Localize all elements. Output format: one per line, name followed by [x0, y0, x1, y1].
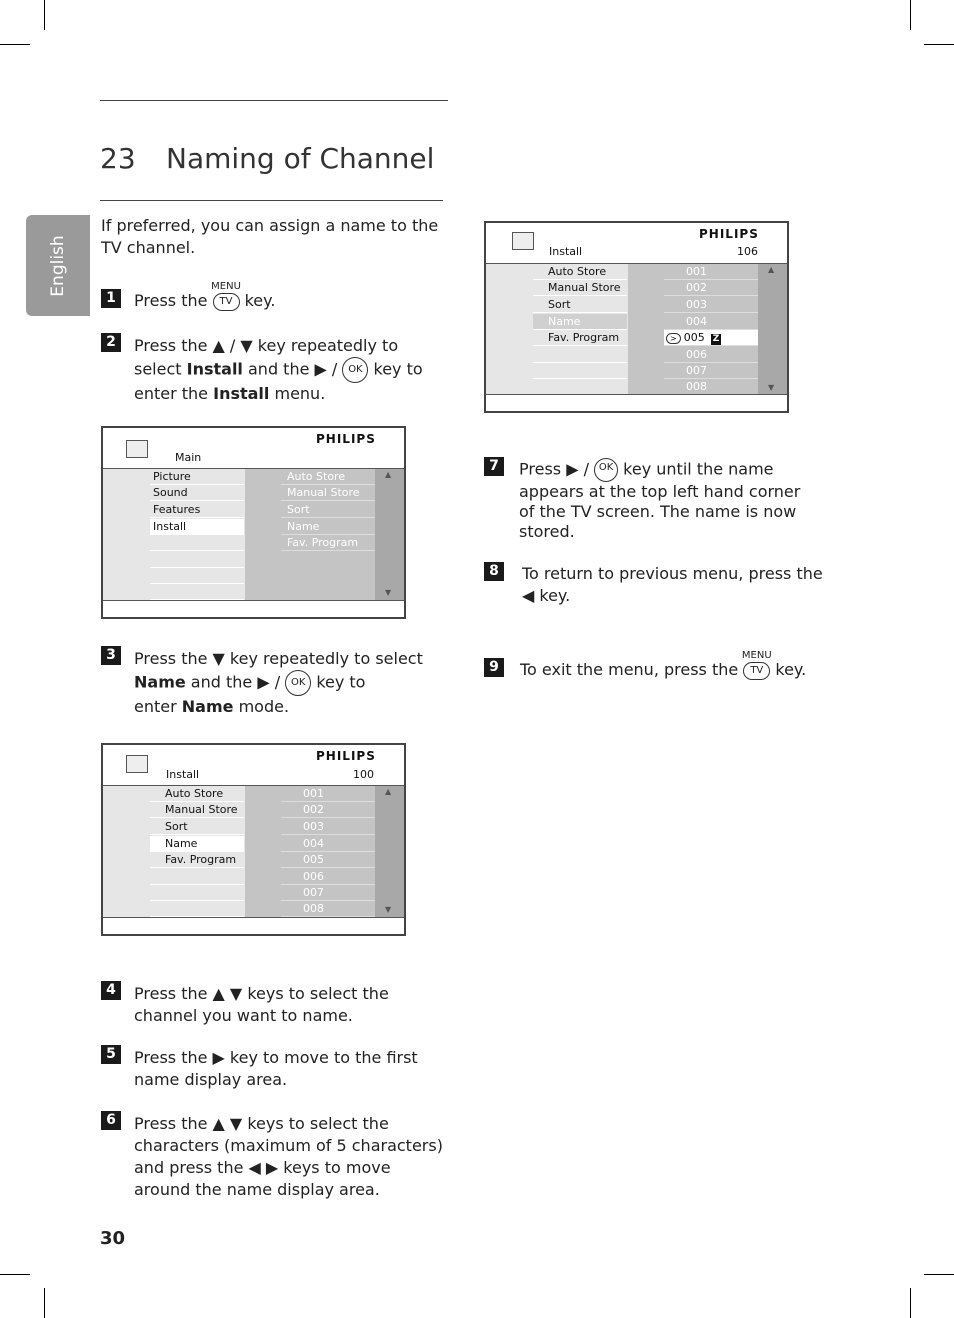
screen-left-column [103, 469, 245, 600]
page-title [100, 142, 434, 175]
step-2-text [134, 335, 444, 405]
tv-icon [126, 755, 148, 773]
menu-item-empty [150, 584, 244, 600]
channel-item: 007 [281, 885, 375, 901]
scroll-down-arrow: ▼ [385, 588, 392, 597]
screen-header-title: Install [549, 245, 583, 258]
screen-footer [103, 600, 404, 617]
channel-item: 001 [281, 786, 375, 802]
step-number: 8 [484, 562, 504, 581]
screen-right-column [245, 469, 375, 600]
step-text-part: Press the [134, 291, 208, 310]
step-8-text [522, 563, 832, 607]
screen-right-column [245, 786, 375, 917]
channel-item: 006 [664, 347, 758, 363]
step-line: of the TV screen. The name is now [519, 502, 797, 521]
chapter-number: 23 [100, 142, 136, 175]
step-text-part: key. [775, 660, 807, 679]
brand-logo: PHILIPS [316, 432, 376, 446]
menu-item-empty [150, 552, 244, 568]
menu-item: Features [150, 502, 244, 518]
menu-item-active: Name [533, 314, 627, 330]
screen-left-column [486, 264, 628, 395]
scroll-up-arrow: ▲ [768, 265, 775, 274]
screen-header [103, 745, 404, 786]
scroll-down-arrow: ▼ [385, 905, 392, 914]
cursor-badge: Z [712, 334, 720, 344]
menu-item-empty [150, 568, 244, 584]
language-tab [26, 215, 90, 316]
language-tab-label: English [48, 234, 68, 297]
step-number: 5 [101, 1045, 121, 1064]
screen-header-title: Main [175, 451, 202, 464]
step-line: Press the ▶ key to move to the first [134, 1048, 418, 1067]
crop-mark [910, 1288, 911, 1318]
scroll-down-arrow: ▼ [768, 383, 775, 392]
ok-key-icon: OK [594, 458, 618, 482]
menu-item: Auto Store [150, 786, 244, 802]
step-number: 9 [484, 658, 504, 677]
tv-screen-naming [484, 221, 789, 413]
scroll-up-arrow: ▲ [385, 470, 392, 479]
step-line: characters (maximum of 5 characters) [134, 1136, 443, 1155]
submenu-item: Auto Store [281, 469, 375, 485]
tv-icon [512, 232, 534, 250]
step-9-text [520, 649, 840, 681]
channel-item: 008 [664, 379, 758, 395]
menu-label: MENU [211, 280, 241, 292]
channel-item: 004 [281, 836, 375, 852]
step-text-part: To exit the menu, press the [520, 660, 739, 679]
crop-mark [44, 1288, 45, 1318]
channel-item: 002 [664, 280, 758, 296]
screen-scrollbar [758, 264, 787, 395]
step-number: 6 [101, 1111, 121, 1130]
submenu-item: Sort [281, 502, 375, 518]
screen-header-title: Install [166, 768, 200, 781]
step-line: name display area. [134, 1070, 288, 1089]
tv-label: TV [750, 664, 764, 676]
scroll-up-arrow: ▲ [385, 787, 392, 796]
top-rule [100, 100, 448, 101]
menu-item: Sort [533, 297, 627, 313]
step-text-part: key. [244, 291, 276, 310]
menu-item: Picture [150, 469, 244, 485]
menu-item: Manual Store [533, 280, 627, 296]
step-number: 7 [484, 457, 504, 476]
step-line: ◀ key. [522, 586, 571, 605]
menu-item-selected: Install [150, 519, 244, 535]
crop-mark [0, 44, 30, 45]
channel-item: 006 [281, 869, 375, 885]
step-line: appears at the top left hand corner [519, 482, 801, 501]
ok-key-icon: OK [285, 670, 311, 696]
menu-item-empty [150, 901, 244, 917]
step-3-text [134, 648, 444, 718]
step-line: Press the ▲ / ▼ key repeatedly to [134, 336, 399, 355]
screen-left-column [103, 786, 245, 917]
step-line: Press the ▼ key repeatedly to select [134, 649, 423, 668]
step-line: Press ▶ / OK key until the name [519, 458, 829, 482]
step-line: select Install and the ▶ / OK key to [134, 357, 444, 383]
channel-item: 003 [664, 297, 758, 313]
step-line: around the name display area. [134, 1180, 380, 1199]
chapter-title: Naming of Channel [166, 142, 435, 175]
step-5-text [134, 1047, 444, 1091]
screen-footer [486, 394, 787, 411]
menu-item-empty [533, 379, 627, 395]
step-number: 3 [101, 646, 121, 665]
menu-label: MENU [741, 649, 772, 661]
menu-item: Auto Store [533, 264, 627, 280]
step-line: Press the ▲ ▼ keys to select the [134, 984, 389, 1003]
tv-screen-install [101, 743, 406, 936]
step-number: 2 [101, 333, 121, 352]
menu-item: Sound [150, 485, 244, 501]
screen-scrollbar [375, 786, 404, 917]
ok-key-icon: OK [342, 357, 368, 383]
step-line: Press the ▲ ▼ keys to select the [134, 1114, 389, 1133]
submenu-item: Name [281, 519, 375, 535]
step-line: and press the ◀ ▶ keys to move [134, 1158, 391, 1177]
page-number: 30 [100, 1228, 126, 1249]
tv-key-icon [211, 280, 241, 311]
menu-item-empty [150, 885, 244, 901]
crop-mark [910, 0, 911, 30]
submenu-item: Fav. Program [281, 535, 375, 551]
channel-item: 008 [281, 901, 375, 917]
menu-item-empty [150, 535, 244, 551]
channel-item: 004 [664, 314, 758, 330]
channel-item-selected [664, 330, 758, 346]
screen-header [486, 223, 787, 264]
menu-item-empty [533, 347, 627, 363]
step-line: Name and the ▶ / OK key to [134, 670, 444, 696]
menu-item: Fav. Program [150, 852, 244, 868]
program-number: 106 [737, 245, 758, 258]
step-1-text [134, 280, 276, 312]
submenu-item: Manual Store [281, 485, 375, 501]
crop-mark [924, 1274, 954, 1275]
menu-item-selected: Name [150, 836, 244, 852]
brand-logo: PHILIPS [699, 227, 759, 241]
menu-item-empty [533, 363, 627, 379]
intro-text: If preferred, you can assign a name to the TV channel. [101, 216, 439, 257]
step-line: enter Name mode. [134, 697, 290, 716]
crop-mark [0, 1274, 30, 1275]
channel-item: 003 [281, 819, 375, 835]
tv-label: TV [219, 295, 233, 307]
screen-footer [103, 917, 404, 934]
screen-right-column [628, 264, 758, 395]
step-line: channel you want to name. [134, 1006, 353, 1025]
step-6-text [134, 1113, 444, 1201]
screen-header [103, 428, 404, 469]
menu-item: Sort [150, 819, 244, 835]
brand-logo: PHILIPS [316, 749, 376, 763]
channel-item: 005 [281, 852, 375, 868]
channel-item: 001 [664, 264, 758, 280]
tv-screen-main [101, 426, 406, 619]
step-number: 4 [101, 981, 121, 1000]
tv-icon [126, 440, 148, 458]
step-line: enter the Install menu. [134, 384, 326, 403]
step-line: To return to previous menu, press the [522, 564, 823, 583]
program-number: 100 [353, 768, 374, 781]
step-number: 1 [101, 289, 121, 308]
channel-item: 002 [281, 802, 375, 818]
input-icon: > [666, 333, 681, 344]
menu-item: Fav. Program [533, 330, 627, 346]
step-4-text [134, 983, 444, 1027]
title-rule [100, 200, 443, 201]
channel-number: 005 [683, 331, 705, 344]
channel-item: 007 [664, 363, 758, 379]
crop-mark [44, 0, 45, 30]
step-7-text [519, 458, 829, 542]
crop-mark [924, 44, 954, 45]
menu-item: Manual Store [150, 802, 244, 818]
screen-scrollbar [375, 469, 404, 600]
menu-item-empty [150, 869, 244, 885]
tv-key-icon [741, 649, 772, 680]
step-line: stored. [519, 522, 575, 541]
